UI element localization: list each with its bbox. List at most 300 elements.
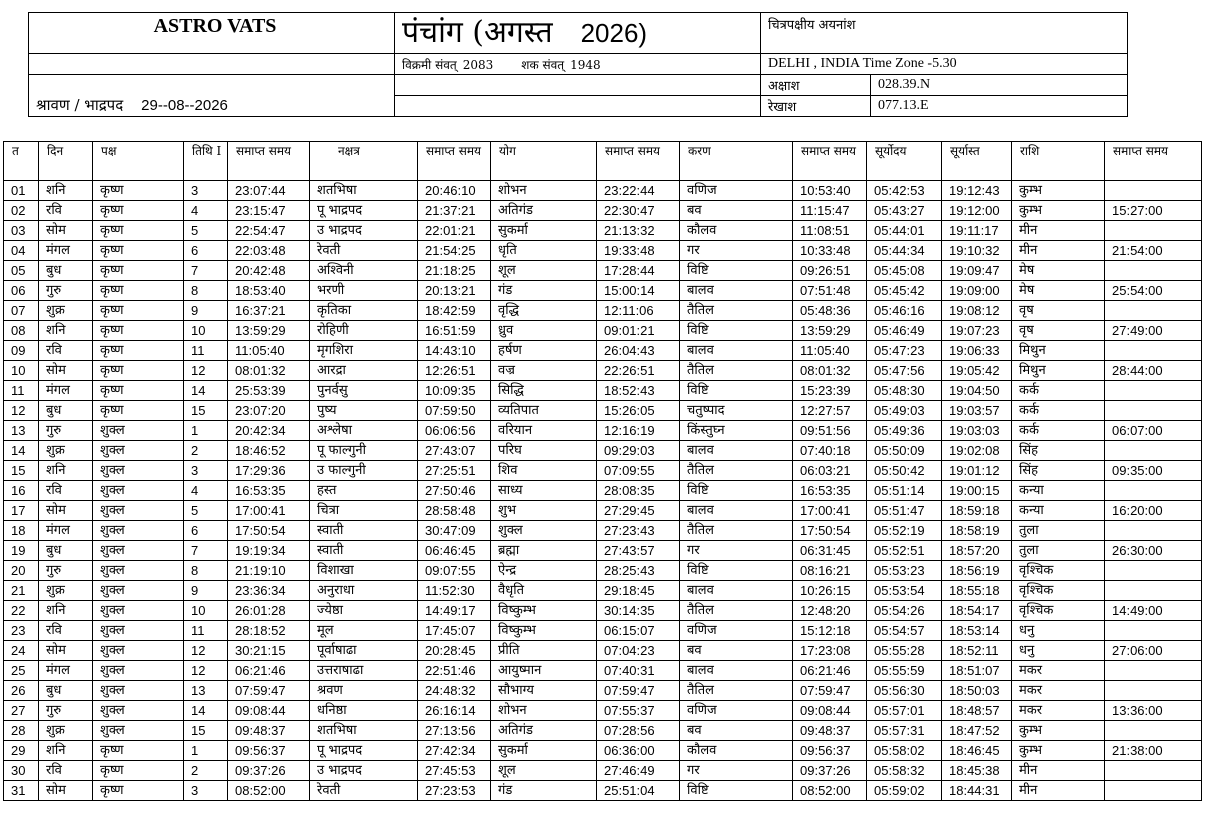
- cell-tithi-end: 23:07:20: [228, 401, 310, 421]
- cell-paksha: शुक्ल: [93, 441, 184, 461]
- cell-karana-end: 17:50:54: [793, 521, 867, 541]
- cell-rashi: मकर: [1012, 701, 1105, 721]
- cell-date: 24: [4, 641, 39, 661]
- cell-yoga: साध्य: [491, 481, 597, 501]
- cell-tithi-end: 28:18:52: [228, 621, 310, 641]
- cell-tithi: 11: [184, 621, 228, 641]
- cell-sunrise: 05:44:01: [867, 221, 942, 241]
- cell-tithi: 5: [184, 501, 228, 521]
- cell-day: सोम: [39, 221, 93, 241]
- cell-yoga-end: 23:22:44: [597, 181, 680, 201]
- cell-tithi: 6: [184, 521, 228, 541]
- col-header-yoga-end: समाप्त समय: [597, 142, 680, 181]
- cell-rashi-end: 21:54:00: [1105, 241, 1202, 261]
- cell-tithi: 3: [184, 781, 228, 801]
- cell-rashi-end: [1105, 221, 1202, 241]
- cell-day: शनि: [39, 181, 93, 201]
- cell-sunset: 19:12:43: [942, 181, 1012, 201]
- cell-tithi: 12: [184, 661, 228, 681]
- cell-karana-end: 09:48:37: [793, 721, 867, 741]
- cell-rashi: मीन: [1012, 761, 1105, 781]
- cell-tithi-end: 17:50:54: [228, 521, 310, 541]
- table-row: [4, 541, 1202, 561]
- cell-date: 11: [4, 381, 39, 401]
- cell-karana: विष्टि: [680, 261, 793, 281]
- cell-paksha: शुक्ल: [93, 421, 184, 441]
- cell-sunrise: 05:45:42: [867, 281, 942, 301]
- cell-nakshatra: शतभिषा: [310, 181, 418, 201]
- vikrami-label: विक्रमी संवत्: [402, 57, 457, 72]
- cell-karana-end: 09:08:44: [793, 701, 867, 721]
- col-header-nakshatra-end: समाप्त समय: [418, 142, 491, 181]
- cell-sunset: 19:11:17: [942, 221, 1012, 241]
- col-header-paksha: पक्ष: [93, 142, 184, 181]
- cell-nakshatra: श्रवण: [310, 681, 418, 701]
- cell-tithi-end: 19:19:34: [228, 541, 310, 561]
- cell-nakshatra-end: 21:18:25: [418, 261, 491, 281]
- cell-nakshatra-end: 22:01:21: [418, 221, 491, 241]
- cell-date: 05: [4, 261, 39, 281]
- cell-yoga-end: 15:00:14: [597, 281, 680, 301]
- cell-paksha: कृष्ण: [93, 241, 184, 261]
- cell-karana-end: 09:56:37: [793, 741, 867, 761]
- cell-sunset: 18:45:38: [942, 761, 1012, 781]
- cell-nakshatra: धनिष्ठा: [310, 701, 418, 721]
- cell-karana-end: 13:59:29: [793, 321, 867, 341]
- cell-yoga: शिव: [491, 461, 597, 481]
- cell-paksha: शुक्ल: [93, 521, 184, 541]
- cell-karana-end: 10:53:40: [793, 181, 867, 201]
- cell-sunset: 19:02:08: [942, 441, 1012, 461]
- cell-karana: विष्टि: [680, 321, 793, 341]
- panchang-table: [3, 141, 1202, 801]
- cell-nakshatra-end: 27:25:51: [418, 461, 491, 481]
- cell-sunset: 18:53:14: [942, 621, 1012, 641]
- cell-rashi: कर्क: [1012, 421, 1105, 441]
- table-row: [4, 321, 1202, 341]
- longitude-value: 077.13.E: [871, 96, 1128, 117]
- cell-nakshatra: स्वाती: [310, 541, 418, 561]
- cell-date: 01: [4, 181, 39, 201]
- cell-tithi-end: 16:53:35: [228, 481, 310, 501]
- cell-yoga-end: 09:29:03: [597, 441, 680, 461]
- cell-paksha: शुक्ल: [93, 701, 184, 721]
- cell-rashi-end: 06:07:00: [1105, 421, 1202, 441]
- table-row: [4, 421, 1202, 441]
- table-row: [4, 501, 1202, 521]
- cell-rashi-end: 16:20:00: [1105, 501, 1202, 521]
- cell-sunrise: 05:52:51: [867, 541, 942, 561]
- table-row: [4, 181, 1202, 201]
- cell-yoga: गंड: [491, 281, 597, 301]
- ayanamsha-label: चित्रपक्षीय अयनांश: [761, 13, 1128, 54]
- cell-yoga: सिद्धि: [491, 381, 597, 401]
- cell-tithi: 14: [184, 381, 228, 401]
- cell-yoga: हर्षण: [491, 341, 597, 361]
- cell-karana-end: 09:51:56: [793, 421, 867, 441]
- cell-nakshatra-end: 22:51:46: [418, 661, 491, 681]
- cell-karana-end: 15:23:39: [793, 381, 867, 401]
- cell-sunset: 18:57:20: [942, 541, 1012, 561]
- cell-karana-end: 11:15:47: [793, 201, 867, 221]
- cell-karana: कौलव: [680, 221, 793, 241]
- cell-date: 25: [4, 661, 39, 681]
- cell-karana: तैतिल: [680, 461, 793, 481]
- cell-yoga-end: 27:46:49: [597, 761, 680, 781]
- cell-nakshatra: उत्तराषाढा: [310, 661, 418, 681]
- cell-nakshatra-end: 11:52:30: [418, 581, 491, 601]
- cell-karana: वणिज: [680, 701, 793, 721]
- cell-tithi-end: 23:07:44: [228, 181, 310, 201]
- cell-rashi: तुला: [1012, 541, 1105, 561]
- cell-day: बुध: [39, 401, 93, 421]
- cell-nakshatra-end: 20:46:10: [418, 181, 491, 201]
- cell-date: 03: [4, 221, 39, 241]
- table-row: [4, 201, 1202, 221]
- cell-yoga-end: 07:40:31: [597, 661, 680, 681]
- cell-sunrise: 05:43:27: [867, 201, 942, 221]
- cell-karana-end: 16:53:35: [793, 481, 867, 501]
- cell-paksha: शुक्ल: [93, 601, 184, 621]
- cell-sunset: 18:56:19: [942, 561, 1012, 581]
- cell-karana-end: 17:23:08: [793, 641, 867, 661]
- cell-karana: बालव: [680, 441, 793, 461]
- cell-tithi: 7: [184, 261, 228, 281]
- table-row: [4, 721, 1202, 741]
- cell-nakshatra: ज्येष्ठा: [310, 601, 418, 621]
- cell-rashi-end: [1105, 401, 1202, 421]
- cell-rashi-end: [1105, 561, 1202, 581]
- cell-karana: विष्टि: [680, 561, 793, 581]
- table-row: [4, 341, 1202, 361]
- cell-yoga-end: 29:18:45: [597, 581, 680, 601]
- col-header-tithi-end: समाप्त समय: [228, 142, 310, 181]
- cell-nakshatra-end: 16:51:59: [418, 321, 491, 341]
- cell-paksha: शुक्ल: [93, 681, 184, 701]
- cell-sunset: 19:03:03: [942, 421, 1012, 441]
- latitude-value: 028.39.N: [871, 75, 1128, 96]
- cell-paksha: कृष्ण: [93, 381, 184, 401]
- cell-date: 26: [4, 681, 39, 701]
- table-row: [4, 581, 1202, 601]
- cell-sunrise: 05:55:59: [867, 661, 942, 681]
- cell-tithi-end: 18:53:40: [228, 281, 310, 301]
- cell-yoga-end: 28:25:43: [597, 561, 680, 581]
- cell-date: 14: [4, 441, 39, 461]
- cell-karana: बालव: [680, 581, 793, 601]
- cell-tithi: 2: [184, 441, 228, 461]
- cell-yoga: वैधृति: [491, 581, 597, 601]
- cell-yoga-end: 30:14:35: [597, 601, 680, 621]
- cell-tithi-end: 07:59:47: [228, 681, 310, 701]
- cell-rashi: कन्या: [1012, 501, 1105, 521]
- cell-sunrise: 05:59:02: [867, 781, 942, 801]
- cell-nakshatra: पू भाद्रपद: [310, 201, 418, 221]
- cell-sunset: 19:00:15: [942, 481, 1012, 501]
- latitude-label: अक्षाश: [761, 75, 871, 96]
- cell-yoga: परिघ: [491, 441, 597, 461]
- cell-tithi-end: 22:54:47: [228, 221, 310, 241]
- cell-tithi: 15: [184, 401, 228, 421]
- cell-day: शुक्र: [39, 721, 93, 741]
- cell-sunset: 18:44:31: [942, 781, 1012, 801]
- cell-karana-end: 06:31:45: [793, 541, 867, 561]
- cell-day: रवि: [39, 621, 93, 641]
- cell-nakshatra-end: 21:37:21: [418, 201, 491, 221]
- cell-karana-end: 11:08:51: [793, 221, 867, 241]
- cell-paksha: शुक्ल: [93, 621, 184, 641]
- cell-yoga: विष्कुम्भ: [491, 621, 597, 641]
- cell-nakshatra-end: 12:26:51: [418, 361, 491, 381]
- cell-sunset: 19:03:57: [942, 401, 1012, 421]
- cell-rashi-end: 14:49:00: [1105, 601, 1202, 621]
- cell-day: शनि: [39, 321, 93, 341]
- cell-day: गुरु: [39, 281, 93, 301]
- cell-rashi-end: [1105, 261, 1202, 281]
- cell-paksha: शुक्ल: [93, 641, 184, 661]
- cell-yoga-end: 07:28:56: [597, 721, 680, 741]
- cell-sunset: 18:48:57: [942, 701, 1012, 721]
- cell-rashi-end: [1105, 781, 1202, 801]
- cell-yoga: शुभ: [491, 501, 597, 521]
- col-header-sunrise: सूर्योदय: [867, 142, 942, 181]
- cell-rashi: कुम्भ: [1012, 741, 1105, 761]
- cell-paksha: शुक्ल: [93, 461, 184, 481]
- cell-rashi-end: [1105, 721, 1202, 741]
- cell-nakshatra-end: 10:09:35: [418, 381, 491, 401]
- cell-yoga: वृद्धि: [491, 301, 597, 321]
- cell-date: 15: [4, 461, 39, 481]
- cell-nakshatra: चित्रा: [310, 501, 418, 521]
- cell-karana: चतुष्पाद: [680, 401, 793, 421]
- cell-karana-end: 06:03:21: [793, 461, 867, 481]
- cell-tithi: 12: [184, 361, 228, 381]
- cell-yoga-end: 12:16:19: [597, 421, 680, 441]
- cell-paksha: कृष्ण: [93, 401, 184, 421]
- cell-paksha: शुक्ल: [93, 541, 184, 561]
- cell-sunrise: 05:57:01: [867, 701, 942, 721]
- cell-sunrise: 05:55:28: [867, 641, 942, 661]
- table-row: [4, 701, 1202, 721]
- cell-nakshatra-end: 27:50:46: [418, 481, 491, 501]
- cell-yoga-end: 06:36:00: [597, 741, 680, 761]
- col-header-sunset: सूर्यास्त: [942, 142, 1012, 181]
- cell-yoga: ब्रह्मा: [491, 541, 597, 561]
- cell-date: 16: [4, 481, 39, 501]
- cell-tithi: 7: [184, 541, 228, 561]
- cell-paksha: शुक्ल: [93, 501, 184, 521]
- cell-paksha: कृष्ण: [93, 221, 184, 241]
- cell-tithi-end: 26:01:28: [228, 601, 310, 621]
- cell-sunset: 18:58:19: [942, 521, 1012, 541]
- masa-name: श्रावण / भाद्रपद: [36, 96, 124, 114]
- cell-sunset: 18:51:07: [942, 661, 1012, 681]
- table-row: [4, 781, 1202, 801]
- cell-yoga-end: 09:01:21: [597, 321, 680, 341]
- cell-date: 08: [4, 321, 39, 341]
- cell-sunrise: 05:49:36: [867, 421, 942, 441]
- cell-date: 17: [4, 501, 39, 521]
- cell-day: बुध: [39, 541, 93, 561]
- cell-sunrise: 05:46:49: [867, 321, 942, 341]
- cell-tithi-end: 06:21:46: [228, 661, 310, 681]
- cell-date: 07: [4, 301, 39, 321]
- table-row: [4, 461, 1202, 481]
- brand-title: ASTRO VATS: [29, 13, 395, 54]
- cell-nakshatra-end: 14:43:10: [418, 341, 491, 361]
- cell-day: गुरु: [39, 561, 93, 581]
- cell-day: गुरु: [39, 701, 93, 721]
- cell-day: शुक्र: [39, 441, 93, 461]
- cell-rashi: कर्क: [1012, 401, 1105, 421]
- cell-rashi: धनु: [1012, 641, 1105, 661]
- cell-yoga: ध्रुव: [491, 321, 597, 341]
- cell-yoga: प्रीति: [491, 641, 597, 661]
- cell-yoga: वज्र: [491, 361, 597, 381]
- cell-sunset: 19:06:33: [942, 341, 1012, 361]
- cell-nakshatra: आरद्रा: [310, 361, 418, 381]
- cell-tithi-end: 23:15:47: [228, 201, 310, 221]
- cell-nakshatra-end: 27:42:34: [418, 741, 491, 761]
- cell-paksha: कृष्ण: [93, 321, 184, 341]
- cell-karana: तैतिल: [680, 521, 793, 541]
- cell-tithi: 10: [184, 601, 228, 621]
- cell-sunrise: 05:44:34: [867, 241, 942, 261]
- cell-sunset: 18:55:18: [942, 581, 1012, 601]
- cell-sunrise: 05:48:30: [867, 381, 942, 401]
- cell-yoga-end: 22:30:47: [597, 201, 680, 221]
- shaka-label: शक संवत्: [521, 57, 565, 72]
- table-row: [4, 381, 1202, 401]
- cell-sunset: 19:05:42: [942, 361, 1012, 381]
- cell-karana-end: 09:26:51: [793, 261, 867, 281]
- cell-tithi: 8: [184, 281, 228, 301]
- cell-tithi-end: 09:08:44: [228, 701, 310, 721]
- cell-nakshatra-end: 17:45:07: [418, 621, 491, 641]
- cell-yoga: शूल: [491, 261, 597, 281]
- cell-yoga: शोभन: [491, 701, 597, 721]
- cell-nakshatra-end: 20:13:21: [418, 281, 491, 301]
- cell-rashi: वृष: [1012, 301, 1105, 321]
- cell-rashi-end: [1105, 521, 1202, 541]
- table-row: [4, 241, 1202, 261]
- cell-day: मंगल: [39, 521, 93, 541]
- cell-tithi: 3: [184, 181, 228, 201]
- cell-rashi: मिथुन: [1012, 341, 1105, 361]
- cell-day: रवि: [39, 761, 93, 781]
- cell-karana: बव: [680, 201, 793, 221]
- cell-tithi: 8: [184, 561, 228, 581]
- cell-karana: वणिज: [680, 181, 793, 201]
- cell-tithi-end: 30:21:15: [228, 641, 310, 661]
- cell-yoga: शोभन: [491, 181, 597, 201]
- cell-sunrise: 05:46:16: [867, 301, 942, 321]
- cell-date: 19: [4, 541, 39, 561]
- cell-sunset: 19:08:12: [942, 301, 1012, 321]
- cell-rashi: मीन: [1012, 221, 1105, 241]
- cell-nakshatra-end: 26:16:14: [418, 701, 491, 721]
- cell-nakshatra: मूल: [310, 621, 418, 641]
- cell-nakshatra: उ फाल्गुनी: [310, 461, 418, 481]
- cell-day: शुक्र: [39, 581, 93, 601]
- table-row: [4, 281, 1202, 301]
- cell-nakshatra: भरणी: [310, 281, 418, 301]
- masa-date: [29, 75, 395, 117]
- cell-sunrise: 05:47:56: [867, 361, 942, 381]
- cell-tithi-end: 09:48:37: [228, 721, 310, 741]
- cell-day: सोम: [39, 501, 93, 521]
- cell-day: मंगल: [39, 661, 93, 681]
- cell-yoga: सुकर्मा: [491, 741, 597, 761]
- cell-rashi-end: [1105, 181, 1202, 201]
- cell-rashi-end: [1105, 381, 1202, 401]
- cell-karana-end: 08:16:21: [793, 561, 867, 581]
- cell-sunset: 18:46:45: [942, 741, 1012, 761]
- cell-tithi: 1: [184, 421, 228, 441]
- cell-day: गुरु: [39, 421, 93, 441]
- cell-yoga: गंड: [491, 781, 597, 801]
- cell-sunset: 19:12:00: [942, 201, 1012, 221]
- cell-tithi-end: 08:01:32: [228, 361, 310, 381]
- cell-karana: बालव: [680, 501, 793, 521]
- header-table: [28, 12, 1128, 117]
- cell-rashi: मकर: [1012, 681, 1105, 701]
- cell-yoga: अतिगंड: [491, 721, 597, 741]
- cell-tithi-end: 13:59:29: [228, 321, 310, 341]
- cell-karana: तैतिल: [680, 301, 793, 321]
- cell-paksha: कृष्ण: [93, 761, 184, 781]
- cell-rashi: धनु: [1012, 621, 1105, 641]
- cell-paksha: कृष्ण: [93, 181, 184, 201]
- cell-date: 22: [4, 601, 39, 621]
- cell-karana: तैतिल: [680, 601, 793, 621]
- cell-yoga-end: 22:26:51: [597, 361, 680, 381]
- cell-nakshatra: रेवती: [310, 781, 418, 801]
- cell-date: 13: [4, 421, 39, 441]
- cell-nakshatra: विशाखा: [310, 561, 418, 581]
- cell-tithi: 11: [184, 341, 228, 361]
- cell-nakshatra: उ भाद्रपद: [310, 761, 418, 781]
- col-header-rashi: राशि: [1012, 142, 1105, 181]
- cell-paksha: कृष्ण: [93, 201, 184, 221]
- cell-tithi: 9: [184, 581, 228, 601]
- cell-yoga: विष्कुम्भ: [491, 601, 597, 621]
- cell-nakshatra-end: 27:45:53: [418, 761, 491, 781]
- cell-rashi: कुम्भ: [1012, 181, 1105, 201]
- cell-rashi: सिंह: [1012, 461, 1105, 481]
- cell-sunrise: 05:51:14: [867, 481, 942, 501]
- cell-sunrise: 05:45:08: [867, 261, 942, 281]
- cell-sunrise: 05:56:30: [867, 681, 942, 701]
- cell-tithi: 5: [184, 221, 228, 241]
- cell-sunrise: 05:58:02: [867, 741, 942, 761]
- cell-yoga-end: 07:04:23: [597, 641, 680, 661]
- cell-nakshatra: शतभिषा: [310, 721, 418, 741]
- cell-tithi: 13: [184, 681, 228, 701]
- cell-paksha: शुक्ल: [93, 721, 184, 741]
- cell-rashi-end: 09:35:00: [1105, 461, 1202, 481]
- table-row: [4, 741, 1202, 761]
- cell-sunrise: 05:53:54: [867, 581, 942, 601]
- cell-day: सोम: [39, 781, 93, 801]
- cell-sunset: 19:09:47: [942, 261, 1012, 281]
- table-row: [4, 221, 1202, 241]
- cell-karana-end: 08:01:32: [793, 361, 867, 381]
- cell-date: 06: [4, 281, 39, 301]
- table-row: [4, 681, 1202, 701]
- cell-tithi-end: 20:42:34: [228, 421, 310, 441]
- cell-nakshatra: मृगशिरा: [310, 341, 418, 361]
